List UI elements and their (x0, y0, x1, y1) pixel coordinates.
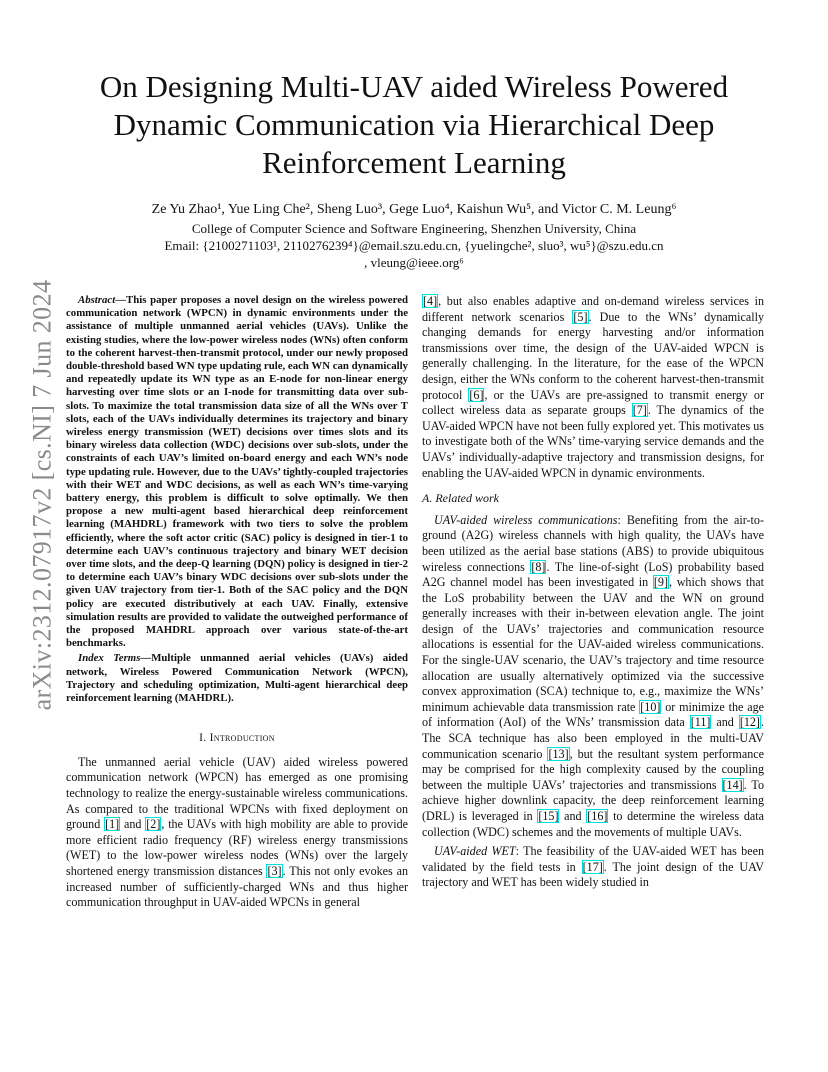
index-terms (66, 652, 408, 705)
paragraph-label: UAV-aided wireless communications (434, 512, 618, 527)
body-text: . The line-of-sight (LoS) probability based A2G channel model has been investigated in (422, 559, 765, 590)
citation-link[interactable]: [10] (640, 699, 661, 714)
body-text: to determine the wireless data collection (WDC) schemes and the movements of multiple UAVs. (422, 809, 764, 839)
index-terms-label: Index Terms (78, 652, 141, 665)
citation-link[interactable]: [4] (423, 294, 438, 308)
citation-link[interactable]: [17] (582, 859, 603, 874)
body-text: and (711, 715, 739, 730)
citation-link[interactable]: [8] (531, 559, 546, 574)
citation-link[interactable]: [1] (105, 817, 120, 832)
author-affiliation: College of Computer Science and Software Engineering, Shenzhen University, China (191, 221, 637, 236)
intro-paragraph-1 (66, 755, 408, 911)
citation-link[interactable]: [6] (469, 387, 484, 402)
body-text: , which shows that the LoS probability between the UAV and the WN on ground generally increases with their in-between elevation angle. The joint design of the UAVs’ trajectories and communication resource allocations is essential for the UAV-aided wireless communications. For the single-UAV scenario, the UAV’s trajectory and time resource allocation are usually alternatively optimized via the successive convex approximation (SCA) technique to, e.g., maximize the WNs’ minimum achievable data transmission rate (422, 575, 764, 714)
intro-text: , the UAVs with high mobility are able to provide more efficient radio frequency (RF) wireless energy transmissions (WET) to the low-power wireless nodes (WNs) over the largely shortened energy transmission distances (66, 817, 408, 879)
author-names: Ze Yu Zhao¹, Yue Ling Che², Sheng Luo³, Gege Luo⁴, Kaishun Wu⁵, and Victor C. M. Leung⁶ (151, 202, 677, 217)
author-email-line-1: Email: {2100271103¹, 2110276239⁴}@email.szu.edu.cn, {yuelingche², sluo³, wu⁵}@szu.edu.cn (164, 238, 664, 253)
section-heading-introduction: I. Introduction (199, 732, 275, 745)
intro-text: The unmanned aerial vehicle (UAV) aided wireless powered communication network (WPCN) has emerged as one promising technology to realize the energy-sustainable wireless communications. As compared to the traditional WPCNs with fixed deployment on ground (66, 754, 408, 832)
title-line-3: Reinforcement Learning (262, 145, 566, 180)
paper-title (60, 68, 768, 182)
intro-text: , but also enables adaptive and on-demand wireless services in different network scenarios (422, 294, 764, 324)
citation-link[interactable]: [14] (722, 777, 743, 792)
body-text: , but the resultant system performance may be comprised for the high complexity caused by the coupling between the multiple UAVs’ trajectories and transmissions (422, 746, 764, 792)
arxiv-stamp-text: arXiv:2312.07917v2 [cs.NI] 7 Jun 2024 (27, 279, 56, 711)
citation-link[interactable]: [15] (538, 809, 559, 823)
intro-paragraph-1-continued (422, 294, 764, 481)
citation-link[interactable]: [11] (690, 715, 711, 730)
subsection-heading-related-work: A. Related work (422, 491, 499, 506)
body-text: and (559, 809, 587, 823)
author-email-line-2: , vleung@ieee.org⁶ (364, 255, 464, 270)
arxiv-identifier-stamp (22, 279, 62, 711)
citation-link[interactable]: [13] (548, 746, 569, 761)
body-text: or minimize the age of information (AoI) of the WNs’ transmission data (422, 699, 764, 730)
intro-text: . The dynamics of the UAV-aided WPCN have not been fully explored yet. This motivates us to investigate both of the WNs’ time-varying service demands and the UAVs’ individually-adaptive trajectory and transmission designs, for enabling the UAV-aided WPCN in dynamic environments. (422, 403, 764, 480)
paragraph-label: UAV-aided WET (434, 844, 516, 859)
index-terms-text: —Multiple unmanned aerial vehicles (UAVs) aided network, Wireless Powered Communication Network (WPCN), Trajectory and scheduling optimization, Multi-agent hierarchical deep reinforcement learning (MAHDRL). (66, 652, 408, 705)
related-work-paragraph-2 (422, 844, 764, 891)
abstract-label: Abstract (78, 294, 116, 306)
citation-link[interactable]: [2] (146, 817, 161, 832)
citation-link[interactable]: [3] (267, 864, 282, 879)
intro-text: . This not only evokes an increased number of sufficiently-charged WNs and thus higher communication throughput in UAV-aided WPCNs in general (66, 864, 408, 910)
citation-link[interactable]: [12] (739, 715, 760, 730)
citation-link[interactable]: [9] (653, 575, 668, 590)
body-text: : Benefiting from the air-to-ground (A2G) wireless channels with high quality, the UAVs have been utilized as the aerial base stations (ABS) to provide ubiquitous wireless connections (422, 512, 764, 574)
body-text: . The SCA technique has also been employed in the multi-UAV communication scenario (422, 715, 764, 761)
abstract (66, 294, 408, 650)
left-column (66, 294, 408, 911)
right-column (422, 294, 764, 891)
title-line-1: On Designing Multi-UAV aided Wireless Powered (99, 69, 729, 104)
citation-link[interactable]: [5] (573, 309, 588, 324)
related-work-paragraph-1 (422, 513, 764, 840)
intro-text: , or the UAVs are pre-assigned to transmit energy or collect wireless data as separate groups (422, 387, 764, 418)
intro-text: . Due to the WNs’ dynamically changing demands for energy harvesting and/or information transmissions over time, the design of the UAV-aided WPCN is generally challenging. In the literature, for the ease of the WPCN design, either the WNs conform to the coherent harvest-then-transmit protocol (422, 309, 764, 402)
body-text: : The feasibility of the UAV-aided WET has been validated by the field tests in (422, 844, 764, 874)
body-text: . The joint design of the UAV trajectory and WET has been widely studied in (422, 859, 764, 890)
intro-text: and (120, 817, 146, 832)
abstract-text: —This paper proposes a novel design on the wireless powered communication network (WPCN) in dynamic environments under the assistance of multiple unmanned aerial vehicles (UAVs). Unlike the existing studies, where the low-power wireless nodes (WNs) often conform to the coherent harvest-then-transmit protocol, under our newly proposed double-threshold based WN type updating rule, each WN can dynamically and repeatedly update its WN type as an E-node for non-linear energy harvesting over time slots or an I-node for transmitting data over sub-slots. To maximize the total transmission data size of all the WNs over T slots, each of the UAVs individually determines its trajectory and binary wireless energy transmission (WET) decisions over times slots and its binary wireless data collection (WDC) decisions over sub-slots, under the constraints of each UAV’s limited on-board energy and each WN’s node type updating rule. However, due to the UAVs’ tightly-coupled trajectories with their WET and WDC decisions, as well as each WN’s time-varying battery energy, this problem is difficult to solve optimally. We then propose a new multi-agent based hierarchical deep reinforcement learning (MAHDRL) framework with two tiers to solve the problem efficiently, where the soft actor critic (SAC) policy is designed in tier-1 to determine each UAV’s continuous trajectory and binary WET decision over time slots, and the deep-Q learning (DQN) policy is designed in tier-2 to determine each UAV’s binary WDC decisions over sub-slots under the given UAV trajectory from tier-1. Both of the SAC policy and the DQN policy are executed distributively at each UAV. Finally, extensive simulation results are provided to validate the outweighed performance of the proposed MAHDRL approach over various state-of-the-art benchmarks. (66, 294, 408, 650)
author-block (60, 201, 768, 271)
citation-link[interactable]: [16] (587, 809, 608, 823)
citation-link[interactable]: [7] (632, 403, 647, 418)
title-line-2: Dynamic Communication via Hierarchical Deep (113, 107, 715, 142)
body-text: . To achieve higher downlink capacity, the deep reinforcement learning (DRL) is leveraged in (422, 777, 764, 823)
